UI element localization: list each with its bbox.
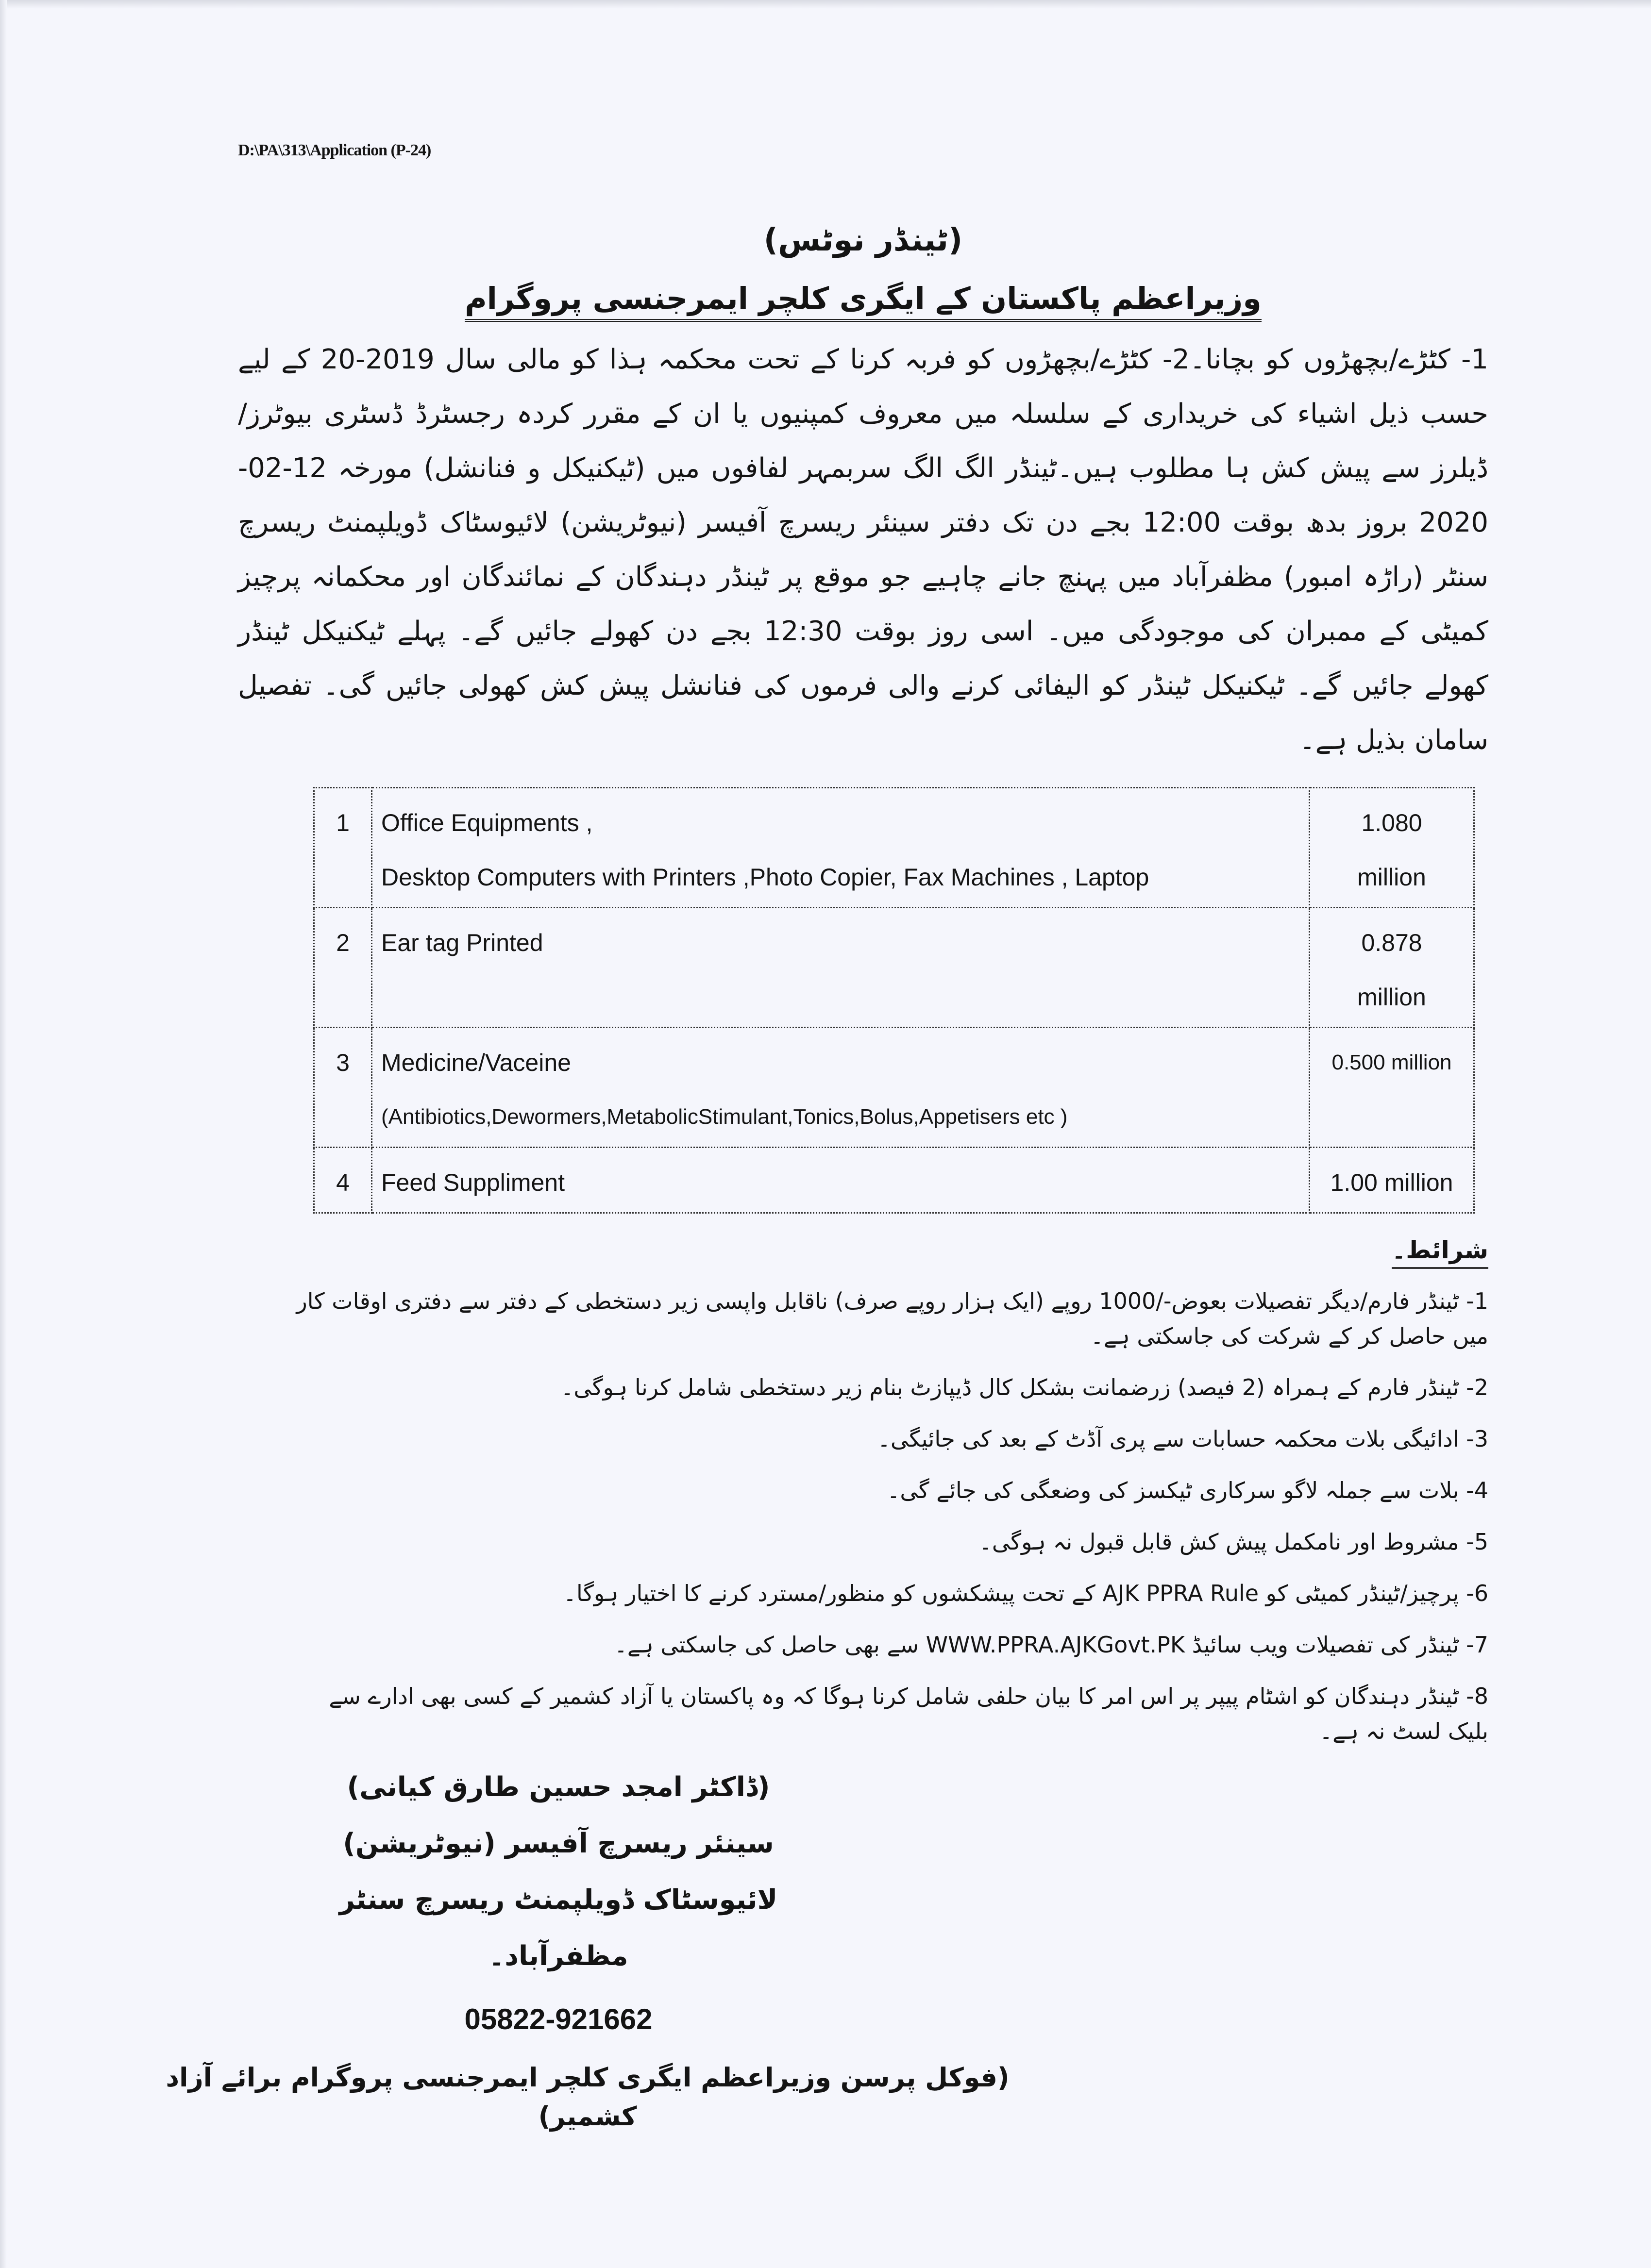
focal-person-line: (فوکل پرسن وزیراعظم ایگری کلچر ایمرجنسی پروگرام برائے آزاد کشمیر)	[166, 2062, 1010, 2132]
signatory-name: (ڈاکٹر امجد حسین طارق کیانی)	[347, 1771, 770, 1803]
signatory-designation: سینئر ریسرچ آفیسر (نیوٹریشن)	[343, 1828, 774, 1859]
item-description	[372, 908, 1310, 1028]
amount-value: 0.878	[1361, 929, 1422, 956]
file-path-label: D:\PA\313\Application (P-24)	[238, 141, 431, 159]
item-title: Office Equipments ,	[381, 809, 593, 836]
condition-item: 1- ٹینڈر فارم/دیگر تفصیلات بعوض-/1000 روپے (ایک ہزار روپے صرف) ناقابل واپسی زیر دستخطی کے دفتر سے دفتری اوقات کار میں حاصل کر کے شرکت کی جاسکتی ہے۔	[296, 1288, 1488, 1349]
item-description	[372, 788, 1310, 908]
item-number: 3	[314, 1028, 372, 1148]
table-row	[314, 788, 1474, 908]
item-number: 2	[314, 908, 372, 1028]
subtitle-text: وزیراعظم پاکستان کے ایگری کلچر ایمرجنسی پروگرام	[465, 281, 1262, 322]
conditions-heading: شرائط۔	[1392, 1233, 1488, 1269]
amount-unit: million	[1357, 984, 1426, 1011]
condition-item: 2- ٹینڈر فارم کے ہمراہ (2 فیصد) زرضمانت بشکل کال ڈیپازٹ بنام زیر دستخطی شامل کرنا ہوگی۔	[560, 1374, 1488, 1401]
scan-edge-top	[0, 0, 1651, 9]
scan-edge-left	[0, 0, 7, 2268]
item-amount	[1310, 908, 1474, 1028]
item-description	[372, 1028, 1310, 1148]
amount-unit: million	[1357, 864, 1426, 891]
item-number: 1	[314, 788, 372, 908]
conditions-heading-row	[238, 1233, 1488, 1269]
item-amount: 0.500 million	[1310, 1028, 1474, 1148]
item-description: Feed Suppliment	[372, 1148, 1310, 1213]
signature-block	[166, 1768, 1010, 2136]
items-table	[313, 787, 1475, 1214]
condition-item: 3- ادائیگی بلات محکمہ حسابات سے پری آڈٹ کے بعد کی جائیگی۔	[877, 1426, 1488, 1452]
condition-item: 6- پرچیز/ٹینڈر کمیٹی کو AJK PPRA Rule کے تحت پیشکشوں کو منظور/مسترد کرنے کا اختیار ہوگا۔	[563, 1580, 1488, 1606]
condition-item: 5- مشروط اور نامکمل پیش کش قابل قبول نہ ہوگی۔	[978, 1529, 1488, 1555]
document-title: (ٹینڈر نوٹس)	[763, 222, 963, 258]
item-title: Ear tag Printed	[381, 929, 543, 956]
document-body	[166, 138, 1489, 2136]
condition-item: 4- بلات سے جملہ لاگو سرکاری ٹیکسز کی وضعگی کی جائے گی۔	[887, 1477, 1488, 1503]
signatory-office: لائیوسٹاک ڈویلپمنٹ ریسرچ سنٹر	[339, 1884, 778, 1916]
document-subtitle	[238, 274, 1488, 323]
condition-item: 7- ٹینڈر کی تفصیلات ویب سائیڈ WWW.PPRA.AJKGovt.PK سے بھی حاصل کی جاسکتی ہے۔	[614, 1632, 1488, 1658]
item-amount: 1.00 million	[1310, 1148, 1474, 1213]
table-row	[314, 908, 1474, 1028]
phone-number: 05822-921662	[464, 2003, 653, 2035]
item-amount	[1310, 788, 1474, 908]
condition-item: 8- ٹینڈر دہندگان کو اشٹام پیپر پر اس امر کا بیان حلفی شامل کرنا ہوگا کہ وہ پاکستان یا آزاد کشمیر کے کسی بھی ادارے سے بلیک لسٹ نہ ہے۔	[329, 1683, 1488, 1744]
signatory-city: مظفرآباد۔	[489, 1940, 628, 1972]
item-detail: Desktop Computers with Printers ,Photo Copier, Fax Machines , Laptop	[381, 864, 1149, 891]
conditions-list	[291, 1284, 1488, 1749]
notice-paragraph: 1- کٹڑے/بچھڑوں کو بچانا۔2- کٹڑے/بچھڑوں کو فربہ کرنا کے تحت محکمہ ہذا کو مالی سال 2019-20 کے لیے حسب ذیل اشیاء کی خریداری کے سلسلہ میں معروف کمپنیوں یا ان کے مقرر کردہ رجسٹرڈ ڈسٹری بیوٹرز/ڈیلرز سے پیش کش ہا مطلوب ہیں۔ٹینڈر الگ الگ سربمہر لفافوں میں (ٹیکنیکل و فنانشل) مورخہ 12-02-2020 بروز بدھ بوقت 12:00 بجے دن تک دفتر سینئر ریسرچ آفیسر (نیوٹریشن) لائیوسٹاک ڈویلپمنٹ ریسرچ سنٹر (راڑہ امبور) مظفرآباد میں پہنچ جانے چاہیے جو موقع پر ٹینڈر دہندگان کے نمائندگان اور محکمانہ پرچیز کمیٹی کے ممبران کی موجودگی میں۔ اسی روز بوقت 12:30 بجے دن کھولے جائیں گے۔ پہلے ٹیکنیکل ٹینڈر کھولے جائیں گے۔ ٹیکنیکل ٹینڈر کو الیفائی کرنے والی فرموں کی فنانشل پیش کش کھولی جائیں گی۔ تفصیل سامان بذیل ہے۔	[238, 344, 1489, 756]
item-detail: (Antibiotics,Dewormers,MetabolicStimulant,Tonics,Bolus,Appetisers etc )	[381, 1105, 1068, 1129]
item-title: Medicine/Vaceine	[381, 1049, 571, 1076]
amount-value: 1.080	[1361, 809, 1422, 836]
table-row	[314, 1148, 1474, 1213]
table-row	[314, 1028, 1474, 1148]
item-number: 4	[314, 1148, 372, 1213]
